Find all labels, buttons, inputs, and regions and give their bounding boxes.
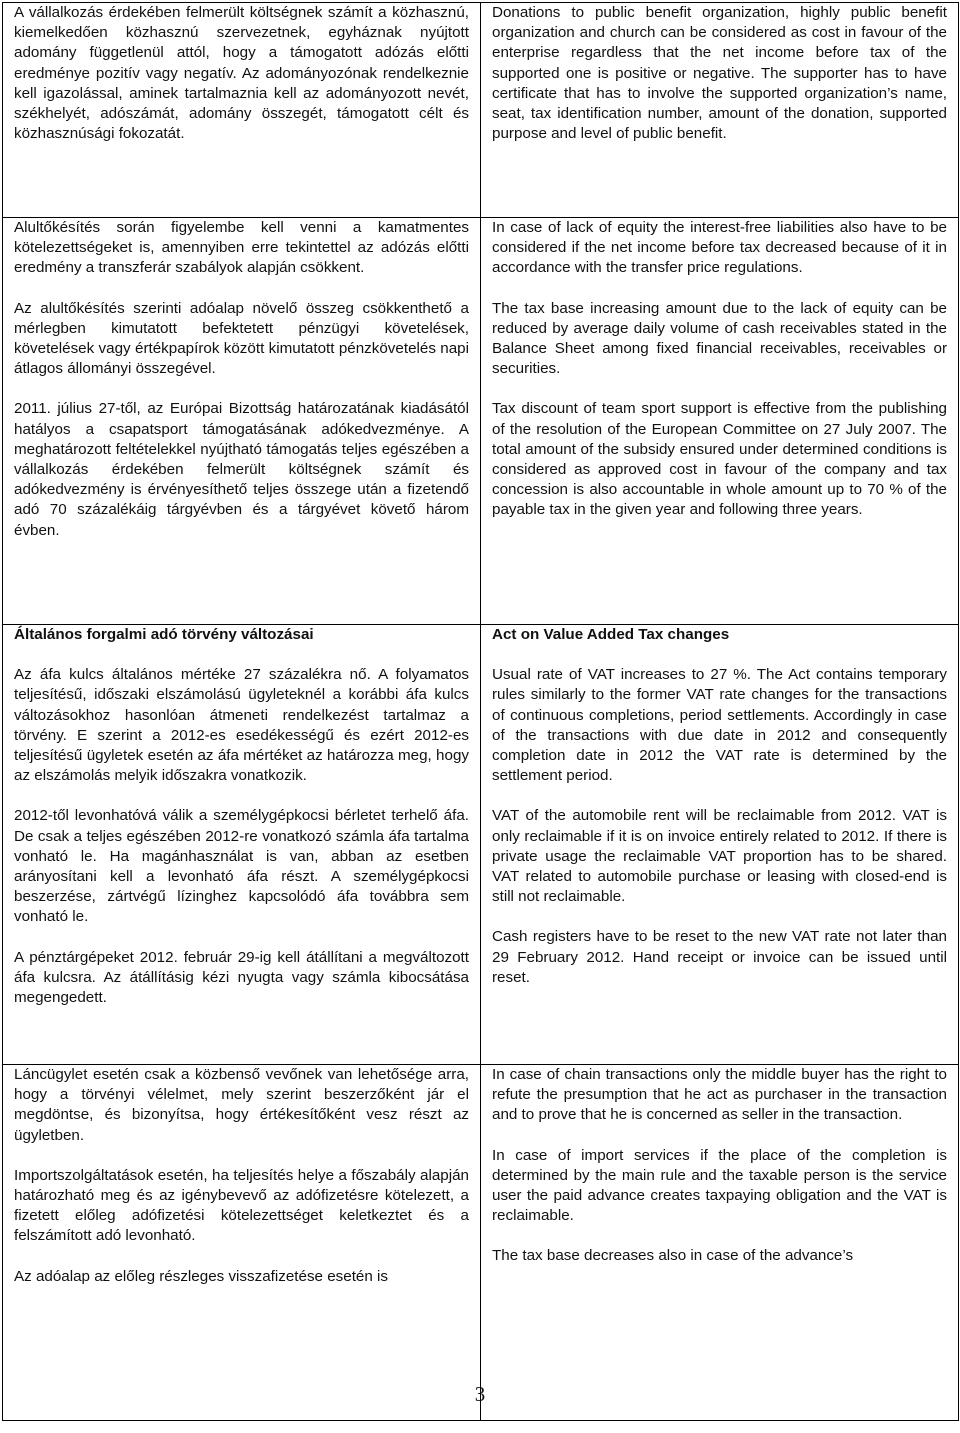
hungarian-cell [3, 1065, 481, 1421]
section-heading: Általános forgalmi adó törvény változásai [14, 626, 314, 643]
english-paragraph: In case of import services if the place of the completion is determined by the main rule and the taxable person is the service user the paid advance creates taxpaying obligation and the VAT is reclaimable. [492, 1146, 947, 1225]
hungarian-paragraph: Az adóalap az előleg részleges visszafizetése esetén is [14, 1267, 388, 1285]
hungarian-cell [3, 218, 481, 625]
page-number: 3 [474, 1382, 486, 1406]
hungarian-paragraph: Láncügylet esetén csak a közbenső vevőnek van lehetősége arra, hogy a törvényi vélelmet, mely szerint beszerzőként jár el megdöntse, és bizonyítsa, hogy értékesítőként vesz részt az ügyletben. [14, 1066, 469, 1144]
english-paragraph: Tax discount of team sport support is effective from the publishing of the resolution of the European Committee on 27 July 2007. The total amount of the subsidy ensured under determined conditions is considered as approved cost in favour of the company and tax concession is also accountable in whole amount up to 70 % of the payable tax in the given year and following three years. [492, 400, 947, 519]
hungarian-paragraph: Az alultőkésítés szerinti adóalap növelő összeg csökkenthető a mérlegben kimutatott befektetett pénzügyi követelések, követelések vagy értékpapírok között kimutatott pénzkövetelés napi átlagos állományi összegével. [14, 299, 469, 378]
hungarian-paragraph: Importszolgáltatások esetén, ha teljesítés helye a főszabály alapján határozható meg és az igénybevevő az adófizetésre kötelezett, a fizetett előleg adófizetési kötelezettséget keletkeztet és a felszámított adó levonható. [14, 1166, 469, 1245]
bilingual-table [2, 2, 959, 1421]
section-heading: Act on Value Added Tax changes [492, 626, 730, 643]
hungarian-cell [3, 625, 481, 1065]
english-paragraph: Donations to public benefit organization, highly public benefit organization and church can be considered as cost in favour of the enterprise regardless that the net income before tax of the supported one is positive or negative. The supporter has to have certificate that has to involve the supported organization’s name, seat, tax identification number, amount of the donation, supported purpose and level of public benefit. [492, 4, 947, 143]
english-cell [481, 625, 959, 1065]
english-paragraph: The tax base decreases also in case of the advance’s [492, 1247, 854, 1265]
english-paragraph: In case of chain transactions only the middle buyer has the right to refute the presumption that he act as purchaser in the transaction and to prove that he is concerned as seller in the transaction. [492, 1066, 947, 1124]
hungarian-paragraph: 2011. július 27-től, az Európai Bizottság határozatának kiadásától hatályos a csapatsport támogatásának adókedvezménye. A meghatározott feltételekkel nyújtható támogatás teljes egészében a vállalkozás érdekében felmerült költségnek számít és adókedvezmény is érvényesíthető teljes összege után a fizetendő adó 70 százalékáig tárgyévben és a tárgyévet követő három évben. [14, 400, 469, 539]
english-paragraph: Cash registers have to be reset to the new VAT rate not later than 29 February 2012. Hand receipt or invoice can be issued until reset. [492, 928, 947, 986]
hungarian-paragraph: A vállalkozás érdekében felmerült költségnek számít a közhasznú, kiemelkedően közhasznú szervezetnek, egyháznak nyújtott adomány függetlenül attól, hogy a támogatott adózás előtti eredménye pozitív vagy negatív. Az adományozónak rendelkeznie kell igazolással, aminek tartalmaznia kell az adományozott nevét, székhelyét, adószámát, adomány összegét, támogatott célt és közhasznúsági fokozatát. [14, 4, 469, 143]
hungarian-paragraph: 2012-től levonhatóvá válik a személygépkocsi bérletet terhelő áfa. De csak a teljes egészében 2012-re vonatkozó számla áfa tartalma vonható le. Ha magánhasználat is van, abban az esetben arányosítani kell a levonható áfa részt. A személygépkocsi beszerzése, zártvégű lízinghez kapcsolódó áfa továbbra sem vonható le. [14, 807, 469, 926]
hungarian-paragraph: Az áfa kulcs általános mértéke 27 százalékra nő. A folyamatos teljesítésű, időszaki elszámolású ügyleteknél a korábbi áfa kulcs változásokhoz hasonlóan átmeneti rendelkezést tartalmaz a törvény. E szerint a 2012-es esedékességű és ezért 2012-es teljesítésű ügyletek esetén az áfa mértéket az határozza meg, hogy az elszámolás melyik időszakra vonatkozik. [14, 666, 469, 785]
english-paragraph: VAT of the automobile rent will be reclaimable from 2012. VAT is only reclaimable if it is on invoice entirely related to 2012. If there is private usage the reclaimable VAT proportion has to be shared. VAT related to automobile purchase or leasing with closed-end is still not reclaimable. [492, 807, 947, 906]
table-row [3, 218, 959, 625]
hungarian-cell [3, 3, 481, 218]
english-paragraph: In case of lack of equity the interest-free liabilities also have to be considered if the net income before tax decreased because of it in accordance with the transfer price regulations. [492, 219, 947, 277]
english-cell [481, 218, 959, 625]
table-row [3, 625, 959, 1065]
english-cell [481, 3, 959, 218]
hungarian-paragraph: Alultőkésítés során figyelembe kell venni a kamatmentes kötelezettségeket is, amennyiben erre tekintettel az adózás előtti eredmény a transzferár szabályok alapján csökkent. [14, 219, 469, 277]
table-row [3, 1065, 959, 1421]
english-paragraph: Usual rate of VAT increases to 27 %. The Act contains temporary rules similarly to the former VAT rate changes for the transactions of continuous completions, period settlements. Accordingly in case of the transactions with due date in 2012 and consequently completion date in 2012 the VAT rate is determined by the settlement period. [492, 666, 947, 785]
hungarian-paragraph: A pénztárgépeket 2012. február 29-ig kell átállítani a megváltozott áfa kulcsra. Az átállításig kézi nyugta vagy számla kibocsátása megengedett. [14, 948, 469, 1007]
english-cell [481, 1065, 959, 1421]
table-row [3, 3, 959, 218]
english-paragraph: The tax base increasing amount due to the lack of equity can be reduced by average daily volume of cash receivables stated in the Balance Sheet among fixed financial receivables, receivables or securities. [492, 299, 947, 378]
